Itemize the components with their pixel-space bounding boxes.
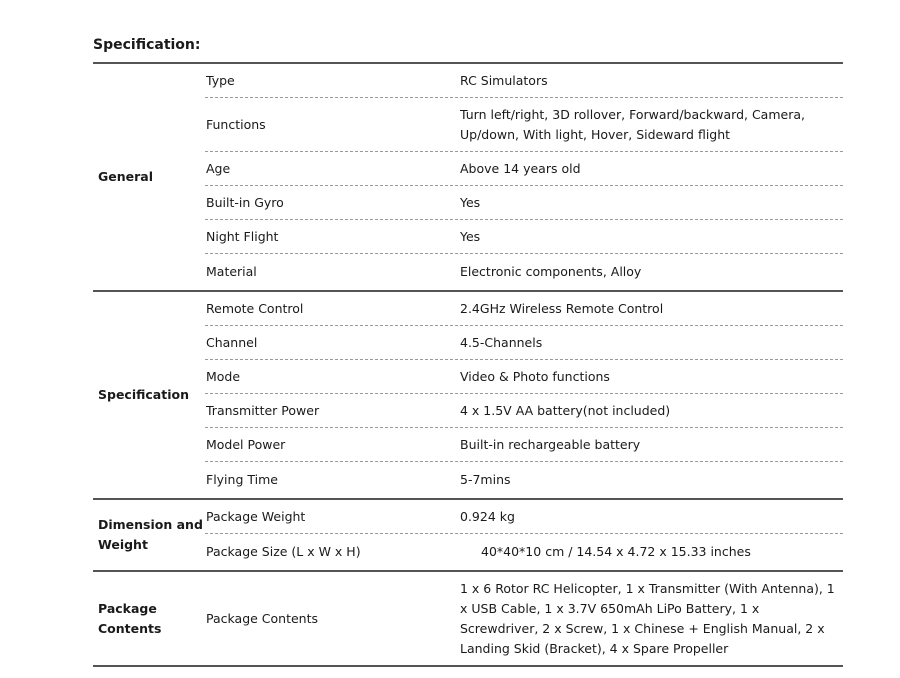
table-row: [205, 572, 843, 665]
row-value: 5-7mins: [460, 472, 511, 487]
row-value: Built-in rechargeable battery: [460, 436, 641, 452]
row-value: 0.924 kg: [460, 508, 515, 524]
row-value: 4.5-Channels: [460, 334, 543, 350]
table-row: [205, 64, 843, 98]
table-row: [205, 462, 843, 498]
row-label: Package Contents: [206, 610, 319, 626]
table-row: [205, 360, 843, 394]
row-value: Turn left/right, 3D rollover, Forward/backward, Camera, Up/down, With light, Hover, Sideward flight: [460, 106, 805, 142]
row-label: Package Size (L x W x H): [206, 544, 361, 559]
table-row: [205, 152, 843, 186]
row-label: Built-in Gyro: [206, 194, 284, 210]
row-label: Material: [206, 264, 257, 279]
group-label: General: [98, 169, 153, 184]
row-label: Type: [206, 72, 235, 88]
row-value: 2.4GHz Wireless Remote Control: [460, 300, 664, 316]
spec-table: [93, 62, 843, 667]
row-label: Transmitter Power: [206, 402, 320, 418]
section-general: [93, 64, 843, 292]
row-value: 40*40*10 cm / 14.54 x 4.72 x 15.33 inches: [481, 544, 751, 559]
row-label: Package Weight: [206, 508, 306, 524]
table-row: [205, 428, 843, 462]
table-row: [205, 500, 843, 534]
row-value: Video & Photo functions: [460, 368, 610, 384]
table-row: [205, 254, 843, 290]
row-value: Above 14 years old: [460, 160, 581, 176]
group-label: Package Contents: [98, 600, 162, 636]
row-label: Age: [206, 160, 231, 176]
section-specification: [93, 292, 843, 500]
row-label: Model Power: [206, 436, 286, 452]
row-label: Night Flight: [206, 228, 279, 244]
section-rows: [205, 572, 843, 665]
section-rows: [205, 64, 843, 290]
table-row: [205, 186, 843, 220]
section-rows: [205, 500, 843, 570]
row-value: RC Simulators: [460, 72, 548, 88]
page-title: Specification:: [93, 37, 201, 53]
table-row: [205, 394, 843, 428]
row-label: Mode: [206, 368, 241, 384]
table-row: [205, 98, 843, 152]
row-value: Yes: [460, 194, 481, 210]
group-label: Specification: [98, 387, 189, 402]
table-row: [205, 326, 843, 360]
row-label: Remote Control: [206, 300, 304, 316]
row-value: 4 x 1.5V AA battery(not included): [460, 402, 671, 418]
row-value: 1 x 6 Rotor RC Helicopter, 1 x Transmitter (With Antenna), 1 x USB Cable, 1 x 3.7V 650mAh LiPo Battery, 1 x Screwdriver, 2 x Screw, 1 x Chinese + English Manual, 2 x Landing Skid (Bracket), 4 x Spare Propeller: [460, 580, 835, 656]
section-dimension-weight: [93, 500, 843, 572]
section-package-contents: [93, 572, 843, 667]
row-label: Functions: [206, 116, 266, 132]
row-label: Channel: [206, 334, 258, 350]
table-row: [205, 292, 843, 326]
table-row: [205, 534, 843, 570]
table-row: [205, 220, 843, 254]
group-label: Dimension and Weight: [98, 517, 203, 552]
section-rows: [205, 292, 843, 498]
row-value: Yes: [460, 228, 481, 244]
row-value: Electronic components, Alloy: [460, 264, 642, 279]
row-label: Flying Time: [206, 472, 278, 487]
